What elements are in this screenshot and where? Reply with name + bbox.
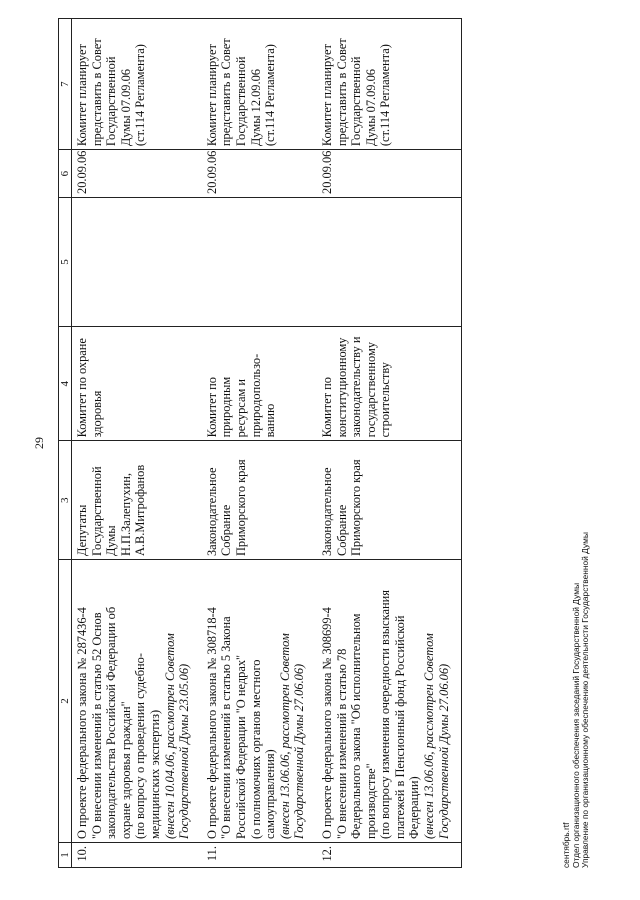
committee-line: Комитет по [319, 377, 334, 438]
note-line: Государственной [349, 56, 364, 147]
column-header: 6 [59, 150, 72, 198]
scheduled-date: 20.09.06 [317, 150, 462, 198]
bill-description-line: Российской Федерации "О недрах" [233, 654, 248, 840]
bill-description-line: Государственной Думы 23.05.06) [177, 663, 192, 840]
bill-description-line: производстве" [363, 763, 378, 840]
column-header: 4 [59, 326, 72, 440]
initiator [317, 441, 462, 560]
document-footer [562, 18, 591, 868]
responsible-committee [202, 326, 317, 440]
bill-description-line: (по вопросу о проведении судебно- [133, 653, 148, 840]
row-number: 11. [202, 843, 317, 868]
bill-description-line: медицинских экспертиз) [147, 709, 162, 840]
committee-line: Комитет по [204, 377, 219, 438]
initiator [72, 441, 202, 560]
page-number: 29 [32, 437, 46, 449]
initiator-line: Законодательное [319, 467, 334, 557]
initiator-line: Законодательное [204, 467, 219, 557]
committee-note [202, 19, 317, 150]
column-header: 5 [59, 197, 72, 326]
row-number: 12. [317, 843, 462, 868]
bill-description-line: охране здоровья граждан" [118, 701, 133, 840]
scheduled-date: 20.09.06 [72, 150, 202, 198]
initiator-line: Приморского края [233, 459, 248, 557]
bill-description-line: Федерации) [407, 776, 422, 840]
note-line: представить в Совет [219, 38, 234, 147]
table-row [202, 19, 317, 868]
column-5-cell [317, 197, 462, 326]
note-line: представить в Совет [334, 38, 349, 147]
column-header: 3 [59, 441, 72, 560]
footer-department: Отдел организационного обеспечения заседаний Государственной Думы [570, 582, 581, 868]
table-row [72, 19, 202, 868]
responsible-committee [317, 326, 462, 440]
column-number-header-row [59, 19, 72, 868]
bill-description-line: платежей в Пенсионный фонд Российской [392, 615, 407, 840]
bill-description-line: (внесен 10.04.06, рассмотрен Советом [162, 633, 177, 840]
note-line: Комитет планирует [75, 44, 89, 147]
bill-description-line: Государственной Думы 27.06.06) [436, 663, 451, 840]
note-line: Государственной [104, 56, 119, 147]
bill-description-line: (о полномочиях органов местного [248, 659, 263, 840]
note-line: представить в Совет [89, 38, 104, 147]
scheduled-date: 20.09.06 [202, 150, 317, 198]
note-line: Думы 12.09.06 [248, 69, 263, 147]
committee-line: природопользо- [248, 353, 263, 438]
committee-line: государственному [363, 341, 378, 438]
committee-line: ресурсам и [233, 378, 248, 438]
committee-line: здоровья [89, 390, 104, 438]
responsible-committee [72, 326, 202, 440]
column-header: 1 [59, 843, 72, 868]
bill-description-line: законодательства Российской Федерации об [104, 606, 119, 840]
bill-description-line: самоуправления) [263, 749, 278, 840]
note-line: (ст.114 Регламента) [133, 44, 148, 147]
note-line: Комитет планирует [319, 44, 334, 147]
column-header: 7 [59, 19, 72, 150]
initiator-line: Государственной [89, 466, 104, 557]
note-line: (ст.114 Регламента) [263, 44, 278, 147]
note-line: Государственной [233, 56, 248, 147]
bill-description [72, 560, 202, 843]
column-header: 2 [59, 560, 72, 843]
committee-line: природным [219, 376, 234, 438]
footer-filename: сентябрь.rtf [561, 822, 571, 868]
committee-note [317, 19, 462, 150]
initiator-line: А.В.Митрофанов [133, 464, 148, 557]
bill-description-line: (внесен 13.06.06, рассмотрен Советом [277, 633, 292, 840]
note-line: (ст.114 Регламента) [378, 44, 393, 147]
table-row [317, 19, 462, 868]
bill-description-line: О проекте федерального закона № 308718-4 [204, 607, 219, 840]
initiator-line: Депутаты [75, 504, 89, 557]
footer-directorate: Управление по организационному обеспечению деятельности Государственной Думы [580, 532, 591, 868]
bill-description-line: "О внесении изменений в статью 5 Закона [219, 616, 234, 840]
committee-line: Комитет по охране [75, 338, 89, 438]
committee-line: конституционному [334, 337, 349, 438]
bill-description [202, 560, 317, 843]
initiator-line: Собрание [334, 504, 349, 557]
committee-line: законодательству и [349, 336, 364, 438]
bill-description-line: Федерального закона "Об исполнительном [349, 613, 364, 840]
note-line: Комитет планирует [204, 44, 219, 147]
bill-description-line: "О внесении изменений в статью 52 Основ [89, 612, 104, 840]
note-line: Думы 07.09.06 [363, 69, 378, 147]
column-5-cell [72, 197, 202, 326]
committee-line: строительству [378, 362, 393, 438]
initiator-line: Н.П.Залепухин, [118, 473, 133, 557]
committee-line: ванию [263, 403, 278, 438]
bill-description-line: (внесен 13.06.06, рассмотрен Советом [422, 633, 437, 840]
bill-description-line: (по вопросу изменения очередности взыскания [378, 590, 393, 840]
column-5-cell [202, 197, 317, 326]
committee-note [72, 19, 202, 150]
bill-description-line: "О внесении изменений в статью 78 [334, 648, 349, 840]
rotated-page [28, 18, 618, 868]
note-line: Думы 07.09.06 [118, 69, 133, 147]
initiator-line: Собрание [219, 504, 234, 557]
agenda-table [58, 18, 462, 868]
initiator [202, 441, 317, 560]
bill-description-line: О проекте федерального закона № 308699-4 [319, 607, 334, 840]
row-number: 10. [72, 843, 202, 868]
bill-description-line: О проекте федерального закона № 287436-4 [75, 607, 89, 840]
initiator-line: Думы [104, 525, 119, 557]
bill-description-line: Государственной Думы 27.06.06) [292, 663, 307, 840]
bill-description [317, 560, 462, 843]
initiator-line: Приморского края [349, 459, 364, 557]
